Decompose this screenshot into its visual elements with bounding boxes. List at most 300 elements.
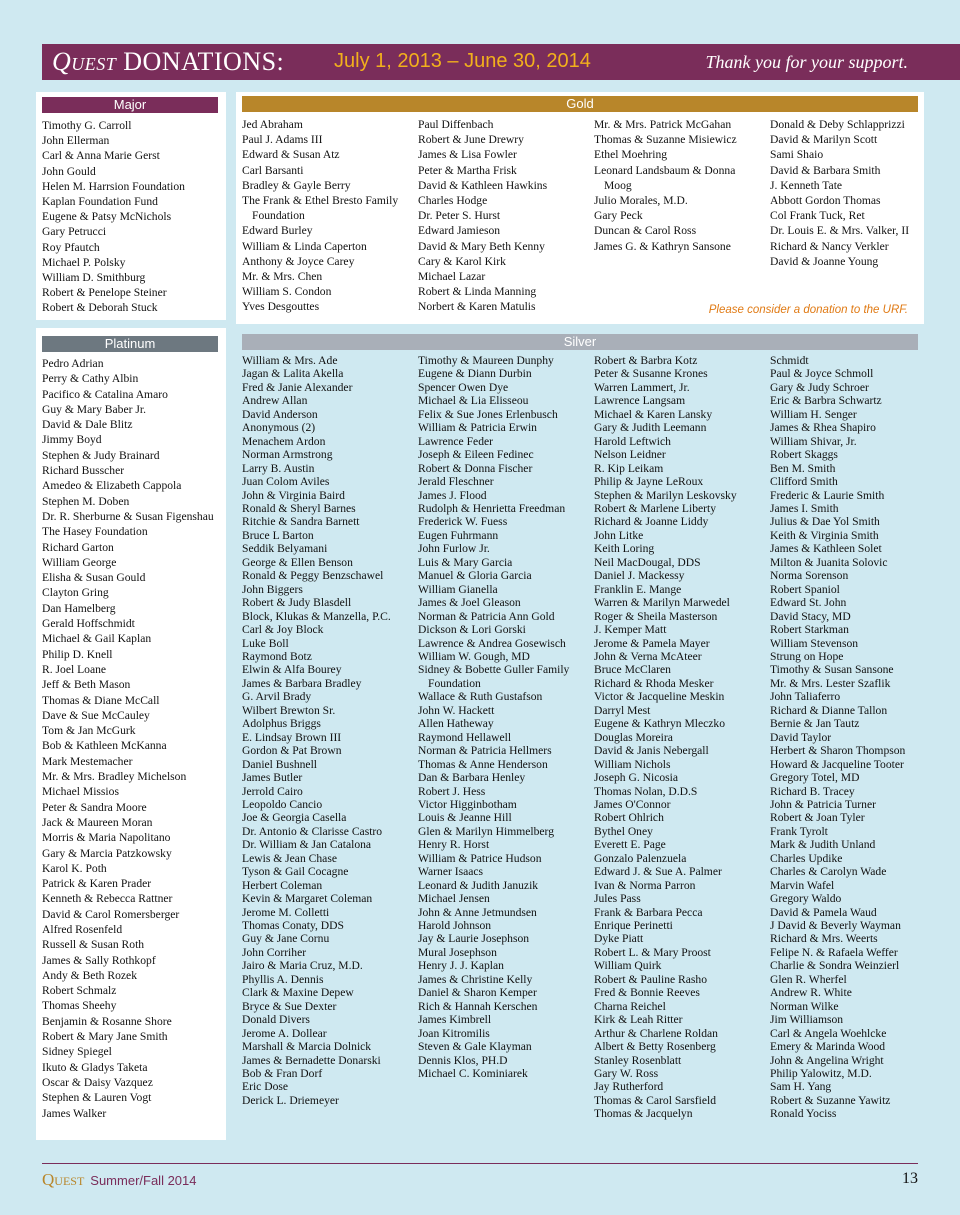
donor-name: Robert & Penelope Steiner (42, 286, 167, 300)
donor-name: Seddik Belyamani (242, 542, 328, 556)
donor-name: G. Arvil Brady (242, 690, 312, 704)
donor-name: Richard & Joanne Liddy (594, 515, 709, 529)
donor-name: David & Carol Romersberger (42, 907, 180, 921)
gold-column-1 (242, 117, 412, 315)
donor-name: Guy & Jane Cornu (242, 932, 330, 946)
donor-name: Kaplan Foundation Fund (42, 195, 158, 209)
donor-name: J David & Beverly Wayman (770, 919, 901, 933)
donor-name: Gary Petrucci (42, 225, 107, 239)
donor-name: Michael P. Polsky (42, 255, 126, 269)
donor-name: Herbert Coleman (242, 878, 323, 892)
donor-name: Anonymous (2) (242, 421, 316, 435)
donor-name: Jules Pass (594, 892, 641, 906)
donor-name: Victor Higginbotham (418, 797, 517, 811)
donor-name: Michael C. Kominiarek (418, 1067, 528, 1081)
donor-name: Carl & Anna Marie Gerst (42, 149, 160, 163)
donor-name: Thomas Nolan, D.D.S (594, 784, 698, 798)
donor-name: Dennis Klos, PH.D (418, 1053, 508, 1067)
donor-name: Joseph & Eileen Fedinec (418, 448, 534, 462)
donor-name: Duncan & Carol Ross (594, 224, 697, 238)
donor-name: Richard & Dianne Tallon (770, 703, 888, 717)
donor-name: Clayton Gring (42, 586, 109, 600)
donor-name: Gary & Marcia Patzkowsky (42, 846, 172, 860)
donor-name: Jeff & Beth Mason (42, 678, 131, 692)
donor-name: Robert Spaniol (770, 582, 840, 596)
donor-name: Guy & Mary Baber Jr. (42, 402, 147, 416)
donor-name: Oscar & Daisy Vazquez (42, 1075, 153, 1089)
donor-name: Dr. William & Jan Catalona (242, 838, 372, 852)
donor-name: Gordon & Pat Brown (242, 744, 342, 758)
donor-name: Mural Josephson (418, 945, 497, 959)
donor-name: Timothy & Maureen Dunphy (418, 354, 554, 367)
donor-name: Ethel Moehring (594, 148, 668, 162)
donor-name: Eugen Fuhrmann (418, 528, 499, 542)
donor-name: Gary Peck (594, 209, 643, 223)
donor-name: Felix & Sue Jones Erlenbusch (418, 407, 558, 421)
donor-name: John Ellerman (42, 134, 110, 148)
donor-name: John Furlow Jr. (418, 542, 490, 556)
donor-name: Fred & Janie Alexander (242, 380, 353, 394)
donor-name: Jim Williamson (770, 1013, 844, 1027)
donor-name: James & Joel Gleason (418, 596, 521, 610)
donor-name: James & Christine Kelly (418, 972, 533, 986)
donor-name: Robert & June Drewry (418, 133, 524, 147)
donor-name: David & Mary Beth Kenny (418, 239, 545, 253)
donor-name: James & Rhea Shapiro (770, 421, 876, 435)
silver-heading: Silver (242, 334, 918, 350)
donor-name: The Frank & Ethel Bresto Family Foundation (242, 194, 399, 223)
donor-name: Charles Hodge (418, 194, 488, 208)
donor-name: Joan Kitromilis (418, 1026, 490, 1040)
gold-heading: Gold (242, 96, 918, 112)
donor-name: John Gould (42, 164, 96, 178)
donor-name: Elwin & Alfa Bourey (242, 663, 342, 677)
donor-name: Jimmy Boyd (42, 433, 102, 447)
donor-name: Gregory Totel, MD (770, 771, 860, 785)
donor-name: Ivan & Norma Parron (594, 878, 696, 892)
donor-name: Pedro Adrian (42, 357, 104, 370)
donor-name: Elisha & Susan Gould (42, 571, 146, 585)
donor-name: Alfred Rosenfeld (42, 922, 123, 936)
donor-name: Michael & Karen Lansky (594, 407, 713, 421)
donor-name: Lewis & Jean Chase (242, 851, 337, 865)
donor-name: James & Bernadette Donarski (242, 1053, 381, 1067)
donor-name: Frederic & Laurie Smith (770, 488, 885, 502)
donor-name: William Quirk (594, 959, 662, 973)
donor-name: Peter & Susanne Krones (594, 367, 708, 381)
donor-name: James I. Smith (770, 501, 839, 515)
donor-name: Marshall & Marcia Dolnick (242, 1040, 372, 1054)
donor-name: Gary & Judith Leemann (594, 421, 707, 435)
donor-name: Stephen & Marilyn Leskovsky (594, 488, 737, 502)
donor-name: Henry J. J. Kaplan (418, 959, 504, 973)
donor-name: Robert & Joan Tyler (770, 811, 865, 825)
donor-name: Edward Burley (242, 224, 313, 238)
donor-name: Thomas & Diane McCall (42, 693, 160, 707)
footer-quest: Quest (42, 1170, 85, 1189)
gold-column-4 (770, 117, 920, 269)
donor-name: James O'Connor (594, 797, 671, 811)
donor-name: Bob & Kathleen McKanna (42, 739, 167, 753)
donor-name: Richard Busscher (42, 464, 125, 478)
donor-name: Warren & Marilyn Marwedel (594, 596, 730, 610)
donor-name: Rich & Hannah Kerschen (418, 999, 538, 1013)
donor-name: George & Ellen Benson (242, 555, 353, 569)
donor-name: Menachem Ardon (242, 434, 326, 448)
donor-name: Benjamin & Rosanne Shore (42, 1014, 172, 1028)
silver-column-3 (594, 354, 766, 1121)
donor-name: Felipe N. & Rafaela Weffer (770, 945, 898, 959)
donor-name: Daniel Bushnell (242, 757, 318, 771)
donor-name: John & Virginia Baird (242, 488, 345, 502)
donor-name: Michael & Gail Kaplan (42, 632, 152, 646)
donor-name: John Corriher (242, 945, 307, 959)
donor-name: Dyke Piatt (594, 932, 644, 946)
donor-name: Norman Wilke (770, 999, 839, 1013)
donor-name: John & Anne Jetmundsen (418, 905, 537, 919)
donor-name: Thomas Sheehy (42, 999, 117, 1013)
donor-name: Dr. R. Sherburne & Susan Figenshau (42, 509, 214, 523)
silver-column-2 (418, 354, 590, 1080)
donor-name: Charna Reichel (594, 999, 666, 1013)
donor-name: Bob & Fran Dorf (242, 1067, 323, 1081)
donor-name: Jairo & Maria Cruz, M.D. (242, 959, 363, 973)
donor-name: William George (42, 555, 117, 569)
donor-name: Kevin & Margaret Coleman (242, 892, 373, 906)
donor-name: Edward St. John (770, 596, 847, 610)
donor-name: Jerrold Cairo (242, 784, 303, 798)
donor-name: Thomas Conaty, DDS (242, 919, 344, 933)
donor-name: Schmidt (770, 354, 809, 367)
urf-donation-note: Please consider a donation to the URF. (708, 304, 908, 316)
donor-name: John & Angelina Wright (770, 1053, 884, 1067)
donor-name: John W. Hackett (418, 703, 495, 717)
donor-name: Philip Yalowitz, M.D. (770, 1067, 872, 1081)
donor-name: Jerome & Pamela Mayer (594, 636, 710, 650)
donor-name: Bradley & Gayle Berry (242, 178, 351, 192)
donor-name: R. Joel Loane (42, 662, 107, 676)
donor-name: James & Sally Rothkopf (42, 953, 156, 967)
donor-name: John Biggers (242, 582, 303, 596)
donor-name: Warner Isaacs (418, 865, 484, 879)
donor-name: Norbert & Karen Matulis (418, 300, 536, 314)
donor-name: Carl Barsanti (242, 163, 304, 177)
donor-name: Bruce McClaren (594, 663, 671, 677)
donor-name: Louis & Jeanne Hill (418, 811, 512, 825)
donor-name: David Anderson (242, 407, 318, 421)
donor-name: Carl & Angela Woehlcke (770, 1026, 887, 1040)
donor-name: Dickson & Lori Gorski (418, 623, 526, 637)
donor-name: Russell & Susan Roth (42, 938, 145, 952)
donor-name: Lawrence & Andrea Gosewisch (418, 636, 566, 650)
donor-name: Robert & Deborah Stuck (42, 301, 158, 315)
donor-name: Gerald Hoffschmidt (42, 617, 135, 631)
donor-name: Richard B. Tracey (770, 784, 855, 798)
donor-name: John & Verna McAteer (594, 649, 702, 663)
donor-name: Joe & Georgia Casella (242, 811, 347, 825)
donor-name: Paul & Joyce Schmoll (770, 367, 874, 381)
donor-name: William D. Smithburg (42, 271, 146, 285)
donor-name: Morris & Maria Napolitano (42, 831, 171, 845)
donor-name: Bythel Oney (594, 824, 653, 838)
donor-name: Robert Starkman (770, 623, 849, 637)
donor-name: Jay Rutherford (594, 1080, 664, 1094)
donor-name: Cary & Karol Kirk (418, 254, 506, 268)
donor-name: Thomas & Suzanne Misiewicz (594, 133, 737, 147)
donor-name: Block, Klukas & Manzella, P.C. (242, 609, 391, 623)
donor-name: Julius & Dae Yol Smith (770, 515, 880, 529)
donor-name: Mr. & Mrs. Chen (242, 270, 323, 284)
donor-name: William Shivar, Jr. (770, 434, 857, 448)
donor-name: Leonard & Judith Januzik (418, 878, 539, 892)
donor-name: Glen R. Wherfel (770, 972, 847, 986)
donor-name: Charlie & Sondra Weinzierl (770, 959, 900, 973)
donor-name: Darryl Mest (594, 703, 651, 717)
donor-name: Frank Tyrolt (770, 824, 828, 838)
donor-name: Helen M. Harrsion Foundation (42, 179, 185, 193)
platinum-heading: Platinum (42, 336, 218, 352)
donor-name: Thomas & Carol Sarsfield (594, 1093, 717, 1107)
page-number: 13 (902, 1170, 918, 1187)
donor-name: David Stacy, MD (770, 609, 851, 623)
major-heading: Major (42, 97, 218, 113)
donor-name: Richard Garton (42, 540, 114, 554)
donor-name: Jerome M. Colletti (242, 905, 330, 919)
donor-name: Charles Updike (770, 851, 843, 865)
donor-name: Sami Shaio (770, 148, 824, 162)
donor-name: Kenneth & Rebecca Rattner (42, 892, 173, 906)
donor-name: Norman Armstrong (242, 448, 333, 462)
donor-name: Luke Boll (242, 636, 289, 650)
gold-column-3 (594, 117, 764, 254)
donor-name: Ronald & Sheryl Barnes (242, 501, 356, 515)
donor-name: Dave & Sue McCauley (42, 708, 150, 722)
donor-name: Michael Missios (42, 785, 119, 799)
donor-name: Harold Johnson (418, 919, 492, 933)
donor-name: Marvin Wafel (770, 878, 835, 892)
donor-name: Paul Diffenbach (418, 118, 494, 131)
donor-name: Daniel & Sharon Kemper (418, 986, 537, 1000)
donor-name: Clark & Maxine Depew (242, 986, 354, 1000)
donor-name: James J. Flood (418, 488, 487, 502)
donor-name: David & Dale Blitz (42, 418, 133, 432)
donor-name: Adolphus Briggs (242, 717, 321, 731)
donor-name: Robert & Linda Manning (418, 285, 537, 299)
donor-name: R. Kip Leikam (594, 461, 664, 475)
donor-name: Gonzalo Palenzuela (594, 851, 687, 865)
donor-name: Jagan & Lalita Akella (242, 367, 344, 381)
donor-name: Everett E. Page (594, 838, 666, 852)
donor-name: David Taylor (770, 730, 832, 744)
donor-name: Stephen & Lauren Vogt (42, 1091, 152, 1105)
date-range: July 1, 2013 – June 30, 2014 (334, 50, 591, 72)
donor-name: Keith & Virginia Smith (770, 528, 879, 542)
donor-name: Herbert & Sharon Thompson (770, 744, 906, 758)
donor-name: William Gianella (418, 582, 498, 596)
donor-name: Leopoldo Cancio (242, 797, 323, 811)
donor-name: David & Barbara Smith (770, 163, 881, 177)
donor-name: Eugene & Diann Durbin (418, 367, 532, 381)
donor-name: Col Frank Tuck, Ret (770, 209, 865, 223)
donor-name: Mr. & Mrs. Lester Szaflik (770, 676, 891, 690)
donor-name: Mr. & Mrs. Patrick McGahan (594, 118, 732, 131)
donor-name: Peter & Sandra Moore (42, 800, 147, 814)
donor-name: James & Lisa Fowler (418, 148, 517, 162)
donor-name: Roger & Sheila Masterson (594, 609, 718, 623)
donor-name: Leonard Landsbaum & Donna Moog (594, 163, 736, 192)
donor-name: Joseph G. Nicosia (594, 771, 679, 785)
donor-name: Andrew Allan (242, 394, 308, 408)
donor-name: Robert L. & Mary Proost (594, 945, 711, 959)
donor-name: Karol K. Poth (42, 861, 107, 875)
donor-name: John Taliaferro (770, 690, 841, 704)
donor-name: Paul J. Adams III (242, 133, 323, 147)
donor-name: Edward Jamieson (418, 224, 501, 238)
donor-name: Robert Schmalz (42, 984, 117, 998)
donor-name: Edward J. & Sue A. Palmer (594, 865, 722, 879)
donor-name: Raymond Hellawell (418, 730, 512, 744)
silver-column-4 (770, 354, 930, 1121)
donor-name: Allen Hatheway (418, 717, 494, 731)
donor-name: Sidney Spiegel (42, 1045, 112, 1059)
donor-name: Howard & Jacqueline Tooter (770, 757, 904, 771)
donor-name: Timothy G. Carroll (42, 119, 132, 132)
donor-name: Michael Lazar (418, 270, 486, 284)
donor-name: Robert & Marlene Liberty (594, 501, 717, 515)
donor-name: Richard & Nancy Verkler (770, 239, 889, 253)
donor-name: Steven & Gale Klayman (418, 1040, 532, 1054)
donor-name: Arthur & Charlene Roldan (594, 1026, 718, 1040)
donor-name: Charles & Carolyn Wade (770, 865, 887, 879)
donor-name: Richard & Rhoda Mesker (594, 676, 714, 690)
donor-name: Milton & Juanita Solovic (770, 555, 888, 569)
donor-name: Raymond Botz (242, 649, 312, 663)
donor-name: Spencer Owen Dye (418, 380, 509, 394)
donor-name: James Butler (242, 771, 303, 785)
donor-name: Stephen M. Doben (42, 494, 130, 508)
donor-name: David & Janis Nebergall (594, 744, 709, 758)
donor-name: Rudolph & Henrietta Freedman (418, 501, 566, 515)
donor-name: Derick L. Driemeyer (242, 1093, 339, 1107)
donor-name: Fred & Bonnie Reeves (594, 986, 700, 1000)
donor-name: Robert & Donna Fischer (418, 461, 533, 475)
donor-name: Eric Dose (242, 1080, 289, 1094)
donor-name: Sidney & Bobette Guller Family Foundation (418, 663, 570, 690)
donor-name: Robert & Mary Jane Smith (42, 1030, 168, 1044)
donor-name: Eric & Barbra Schwartz (770, 394, 882, 408)
donor-name: James & Barbara Bradley (242, 676, 362, 690)
donor-name: Wilbert Brewton Sr. (242, 703, 336, 717)
donor-name: William H. Senger (770, 407, 857, 421)
donor-name: Ronald Yociss (770, 1107, 837, 1121)
major-list (42, 118, 222, 316)
donor-name: Carl & Joy Block (242, 623, 324, 637)
donor-name: Henry R. Horst (418, 838, 490, 852)
donor-name: Frederick W. Fuess (418, 515, 508, 529)
donor-name: Neil MacDougal, DDS (594, 555, 701, 569)
donor-name: Luis & Mary Garcia (418, 555, 513, 569)
donor-name: Jay & Laurie Josephson (418, 932, 530, 946)
donor-name: William & Patricia Erwin (418, 421, 537, 435)
page-title: DONATIONS: (123, 47, 285, 76)
donor-name: William Nichols (594, 757, 671, 771)
donor-name: Sam H. Yang (770, 1080, 832, 1094)
footer-rule (42, 1163, 918, 1164)
donor-name: Tom & Jan McGurk (42, 724, 136, 738)
donor-name: Andrew R. White (770, 986, 852, 1000)
footer-brand (42, 1170, 197, 1190)
donor-name: Lawrence Langsam (594, 394, 686, 408)
donor-name: John & Patricia Turner (770, 797, 876, 811)
donor-name: Nelson Leidner (594, 448, 666, 462)
donor-name: Robert J. Hess (418, 784, 486, 798)
donor-name: Manuel & Gloria Garcia (418, 569, 532, 583)
donor-name: J. Kenneth Tate (770, 178, 843, 192)
donor-name: Wallace & Ruth Gustafson (418, 690, 543, 704)
donor-name: Andy & Beth Rozek (42, 968, 137, 982)
donor-name: Kirk & Leah Ritter (594, 1013, 683, 1027)
donor-name: Juan Colom Aviles (242, 475, 330, 489)
donor-name: The Hasey Foundation (42, 525, 148, 539)
donor-name: Anthony & Joyce Carey (242, 254, 355, 268)
donor-name: Jack & Maureen Moran (42, 815, 153, 829)
donor-name: Michael & Lia Elisseou (418, 394, 529, 408)
donor-name: Michael Jensen (418, 892, 490, 906)
donor-name: Frank & Barbara Pecca (594, 905, 703, 919)
donor-name: William S. Condon (242, 285, 332, 299)
donor-name: Timothy & Susan Sansone (770, 663, 894, 677)
gold-column-2 (418, 117, 588, 315)
donor-name: Jerome A. Dollear (242, 1026, 327, 1040)
donor-name: David & Kathleen Hawkins (418, 178, 548, 192)
footer-issue: Summer/Fall 2014 (90, 1173, 197, 1188)
donor-name: Warren Lammert, Jr. (594, 380, 690, 394)
donor-name: Ritchie & Sandra Barnett (242, 515, 360, 529)
donor-name: Daniel J. Mackessy (594, 569, 685, 583)
donor-name: Eugene & Kathryn Mleczko (594, 717, 726, 731)
donor-name: William & Patrice Hudson (418, 851, 542, 865)
donor-name: J. Kemper Matt (594, 623, 667, 637)
donor-name: Victor & Jacqueline Meskin (594, 690, 725, 704)
donor-name: James Kimbrell (418, 1013, 492, 1027)
donor-name: Dan & Barbara Henley (418, 771, 526, 785)
donor-name: Strung on Hope (770, 649, 844, 663)
donor-name: Dr. Antonio & Clarisse Castro (242, 824, 383, 838)
donor-name: Abbott Gordon Thomas (770, 194, 881, 208)
donor-name: David & Marilyn Scott (770, 133, 878, 147)
donor-name: Dr. Louis E. & Mrs. Valker, II (770, 224, 910, 238)
silver-column-1 (242, 354, 414, 1107)
donor-name: Robert & Suzanne Yawitz (770, 1093, 891, 1107)
donor-name: Bernie & Jan Tautz (770, 717, 860, 731)
donor-name: Phyllis A. Dennis (242, 972, 324, 986)
donor-name: Eugene & Patsy McNichols (42, 210, 172, 224)
donor-name: Dr. Peter S. Hurst (418, 209, 501, 223)
donor-name: William Stevenson (770, 636, 859, 650)
donor-name: Yves Desgouttes (242, 300, 320, 314)
donor-name: Franklin E. Mange (594, 582, 682, 596)
donor-name: Pacifico & Catalina Amaro (42, 387, 168, 401)
donor-name: Donald Divers (242, 1013, 310, 1027)
donor-name: Robert Ohlrich (594, 811, 664, 825)
donor-name: James & Kathleen Solet (770, 542, 882, 556)
donor-name: Emery & Marinda Wood (770, 1040, 886, 1054)
donor-name: Glen & Marilyn Himmelberg (418, 824, 554, 838)
donor-name: Mr. & Mrs. Bradley Michelson (42, 770, 187, 784)
donor-name: Harold Leftwich (594, 434, 671, 448)
donor-name: Stephen & Judy Brainard (42, 448, 160, 462)
donor-name: Tyson & Gail Cocagne (242, 865, 349, 879)
